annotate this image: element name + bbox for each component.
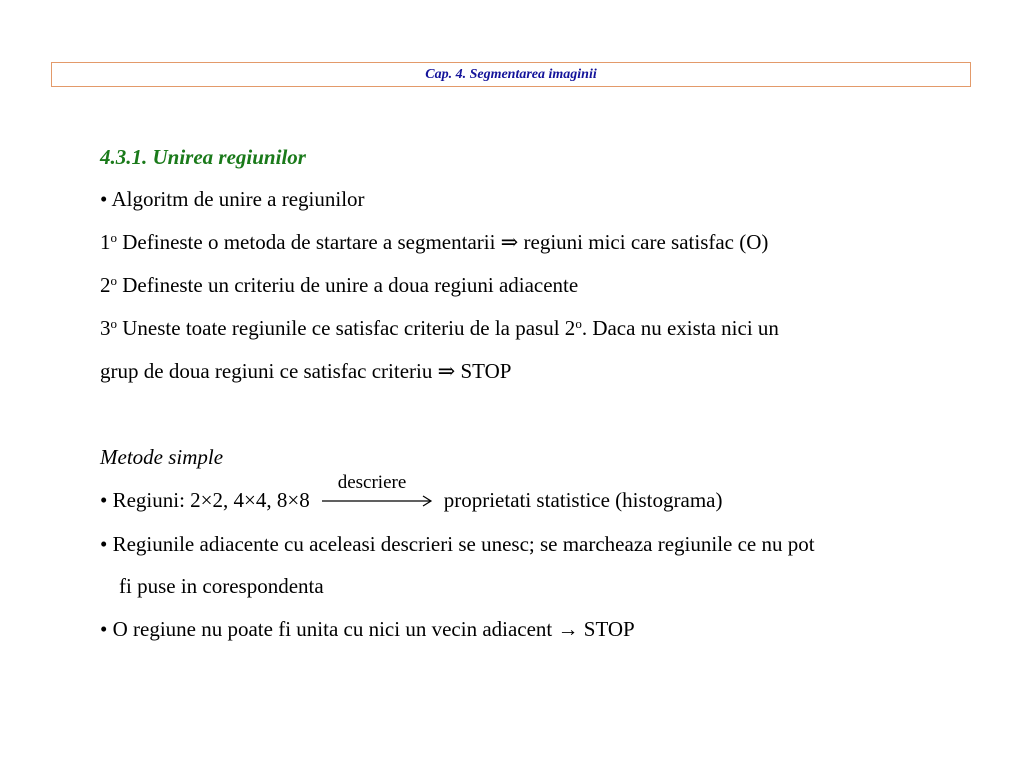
step-3-ordinal-ref: o [575,316,582,331]
algorithm-step-3 [100,316,779,340]
algorithm-intro: • Algoritm de unire a regiunilor [100,187,365,211]
step-3-text-a: Uneste toate regiunile ce satisfac criteriu de la pasul 2 [117,316,576,340]
step-2-ordinal: o [110,273,117,288]
step-1-number: 1 [100,230,111,254]
section-heading: 4.3.1. Unirea regiunilor [100,145,306,169]
simple-methods-bullet-1 [100,472,723,512]
simple-methods-bullet-2: • Regiunile adiacente cu aceleasi descrieri se unesc; se marcheaza regiunile ce nu pot [100,532,815,556]
step-3-number: 3 [100,316,111,340]
simple-methods-bullet-3: • O regiune nu poate fi unita cu nici un vecin adiacent → STOP [100,617,635,641]
step-2-number: 2 [100,273,111,297]
step-3-text-b: . Daca nu exista nici un [581,316,779,340]
arrow-label: descriere [337,472,407,493]
chapter-title: Cap. 4. Segmentarea imaginii [425,66,597,82]
simple-methods-bullet-2-continued: fi puse in corespondenta [119,574,324,598]
simple-methods-heading: Metode simple [100,445,224,469]
chapter-header [51,62,971,87]
step-1-text: Defineste o metoda de startare a segmentarii ⇒ regiuni mici care satisfac (O) [117,230,769,254]
right-arrow-icon [322,494,434,508]
step-2-text: Defineste un criteriu de unire a doua regiuni adiacente [117,273,579,297]
step-3-ordinal: o [110,316,117,331]
bullet-1-prefix: • Regiuni: 2×2, 4×4, 8×8 [100,488,310,512]
algorithm-step-3-continued: grup de doua regiuni ce satisfac criteriu ⇒ STOP [100,359,512,383]
algorithm-step-1 [100,230,768,254]
step-1-ordinal: o [110,230,117,245]
algorithm-step-2 [100,273,578,297]
bullet-1-suffix: proprietati statistice (histograma) [443,488,723,512]
description-arrow [322,472,434,510]
